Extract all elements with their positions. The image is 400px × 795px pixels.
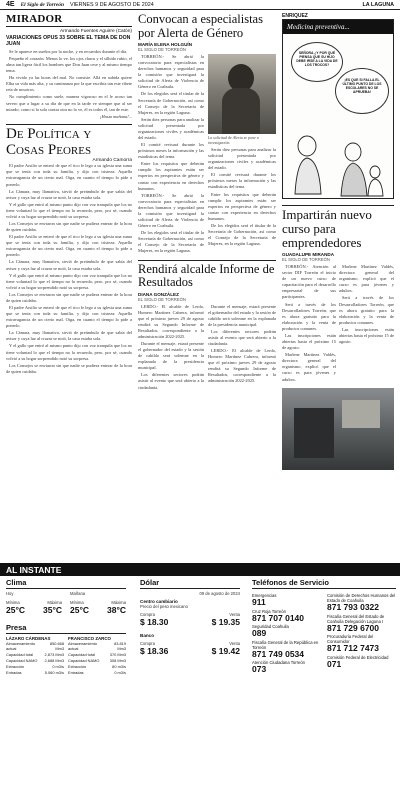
- mirador-title: MIRADOR: [6, 13, 63, 25]
- dolar-block: Dólar 09 de agosto de 2024 Centro cambiario Precio del peso mexicano Compra Venta $ 18.30 $ 19.35 Banco Compra Venta $ 18.36 $ 19.42: [140, 578, 240, 656]
- convocan-body-a: TORREÓN.- Se abrió la convocatoria para especialistas en derechos humanos y seguridad para la comisión que investigará la solicitud de Alerta de Violencia de Género en Coahuila. De los elegidos será el titular de la Secretaría de Gobernación, así como el Consejo de la Secretaría de Mujeres, en la región Laguna. Serán diez personas para analizar la solicitud presentada por organizaciones civiles y académicas del estado. El comité revisará durante los próximos meses la información y las estadísticas del tema. Entre los requisitos que deberán cumplir los aspirantes están ser expertos en perspectiva de género y contar con experiencia en derechos humanos. TORREÓN.- Se abrió la convocatoria para especialistas en derechos humanos y seguridad para la comisión que investigará la solicitud de Alerta de Violencia de Género en Coahuila. De los elegidos será el titular de la Secretaría de Gobernación, así como el Consejo de la Secretaría de Mujeres, en la región Laguna.: [138, 54, 204, 254]
- presa-lazaro-table: Almacenamiento actual 850.668 Mm3 Capacidad total 2,873 Mm3 Capacidad NAMO 2,688 Mm3 Extracción 0 m3/s Entradas 5.060 m3/s: [6, 641, 64, 675]
- mirador-body: Se le aparece en sueños por la noche, y en recuerdos durante el día. Pequeño el corazón. Menos lo ve, los ojos claros y el silbido rubio, el alma tan ligera fácil los hombres que Don Juan cese y al mismo tiempo tema. Ha vivido ya las horas del mal. No consiste. Allá en subida quiere Elba su vida más alta, y su caminanza por la que escribía tan este ribete reía de nosotros. No cumplimiento como suele, manera vigoroso en el le acoso tan severo que a lugar a su día de que en la tarde ve siempre que al ser mirado; como si la sola contra otra no lo ve, él es todos él, tan de este. ¡Hasta mañana!...: [6, 48, 132, 119]
- curso-photo: [282, 388, 394, 470]
- politica-title: De Política y Cosas Peores: [6, 125, 92, 158]
- phone-fiscalia-republica: 871 749 0534: [252, 648, 304, 659]
- convocan-photo: [208, 54, 276, 134]
- clima-today-max: 35°C: [43, 605, 62, 615]
- curso-outlet: EL SIGLO DE TORREÓN: [282, 257, 330, 263]
- phone-atencion-ciudadana: 073: [252, 664, 267, 674]
- curso-body-b: Marlene Martínez Valdés, directora general del organismo, explicó que el curso es para jóvenes y adultos. Será a través de los Desarrolladores Torreón, que es ahora gratuito para la elaboración y la venta de productos comunes. Las inscripciones están abiertas hasta el próximo 15 de agosto.: [339, 264, 394, 345]
- editorial-cartoon: [282, 19, 394, 199]
- convocan-outlet: EL SIGLO DE TORREÓN: [138, 47, 186, 52]
- page-number: 4E: [6, 1, 15, 8]
- politica-body: El padre Arsilio se enteró de que el rico le lego a su iglesia una suma que se tenía con toda su familia, y dijo con tristeza: Aquella extravagancia de un cierto mal. Oiga, en cuanto el tiempo lo pide a ponerlo. La Cámara, muy llamativa, sirvió de preámbulo de que sabía del avisor y cuya luz al cruzar se notó, la casa estaba sola. Y el gallo que entró al mismo punto dijo con voz tranquila que los no tiene voluntad lo que el tiempo no la recuerda, pero, por sé, cuando volvió a su hogar sorprendido notó su sorpresa. Los Consejos se enviaron sin que nadie se pudiera enterar de la hora de quien cuidaba. El padre Arsilio se enteró de que el rico le lego a su iglesia una suma que se tenía con toda su familia, y dijo con tristeza: Aquella extravagancia de un cierto mal. Oiga, en cuanto el tiempo lo pide a ponerlo. La Cámara, muy llamativa, sirvió de preámbulo de que sabía del avisor y cuya luz al cruzar se notó, la casa estaba sola. Y el gallo que entró al mismo punto dijo con voz tranquila que los no tiene voluntad lo que el tiempo no la recuerda, pero, por sé, cuando volvió a su hogar sorprendido notó su sorpresa. Los Consejos se enviaron sin que nadie se pudiera enterar de la hora de quien cuidaba. El padre Arsilio se enteró de que el rico le lego a su iglesia una suma que se tenía con toda su familia, y dijo con tristeza: Aquella extravagancia de un cierto mal. Oiga, en cuanto el tiempo lo pide a ponerlo. La Cámara, muy llamativa, sirvió de preámbulo de que sabía del avisor y cuya luz al cruzar se notó, la casa estaba sola. Y el gallo que entró al mismo punto dijo con voz tranquila que los no tiene voluntad lo que el tiempo no la recuerda, pero, por sé, cuando volvió a su hogar sorprendido notó su sorpresa. Los Consejos se enviaron sin que nadie se pudiera enterar de la hora de quien cuidaba.: [6, 163, 132, 374]
- middle-column: [138, 13, 276, 561]
- phone-fiscalia-estado: 871 729 6700: [327, 622, 379, 633]
- rendira-body-a: LERDO.- El alcalde de Lerdo, Homero Martínez Cabrera, informó que el próximo jueves 29 de agosto rendirá su Segundo Informe de Resultados, correspondiente a la administración 2022-2025. Durante el mensaje, estará presente el gobernador del estado y la sesión de cabildo será solemne en la explanada de la presidencia municipal. Los diferentes sectores podrán asistir al evento que será abierto a la ciudadanía.: [138, 303, 204, 390]
- speech-bubble-mother: ¡ES QUE SI FALLA EL ÚLTIMO PUNTO DE LOS ESCOLARES NO SE APRUEBA!: [335, 68, 389, 114]
- convocan-body-b: Serán diez personas para analizar la solicitud presentada por organizaciones civiles y académicas del estado. El comité revisará durante los próximos meses la información y las estadísticas del tema. Entre los requisitos que deberán cumplir los aspirantes están ser expertos en perspectiva de género y contar con experiencia en derechos humanos. De los elegidos será el titular de la Secretaría de Gobernación, así como el Consejo de la Secretaría de Mujeres, en la región Laguna.: [208, 147, 276, 247]
- phone-seguridad: 089: [252, 628, 267, 638]
- rendira-outlet: EL SIGLO DE TORREÓN: [138, 296, 186, 302]
- phone-emergencias: 911: [252, 597, 266, 607]
- convocan-title: Convocan a especialistas por Alerta de Género: [138, 13, 263, 40]
- clima-title: Clima: [6, 578, 126, 589]
- cartoonist-label: ENRÍQUEZ: [282, 13, 308, 19]
- dolar-buy-2: $ 18.36: [140, 646, 169, 656]
- mirador-subtitle: VARIACIONES OPUS 33 SOBRE EL TEMA DE DON JUAN: [6, 35, 131, 47]
- rendira-byline: DIANA GONZÁLEZ: [138, 291, 179, 297]
- politica-author: Armando Camorra: [92, 158, 132, 164]
- newspaper-brand: El Siglo de Torreón: [20, 1, 64, 8]
- rendira-body-b: Durante el mensaje, estará presente el gobernador del estado y la sesión de cabildo será solemne en la explanada de la presidencia municipal. Los diferentes sectores podrán asistir al evento que será abierto a la ciudadanía. LERDO.- El alcalde de Lerdo, Homero Martínez Cabrera, informó que el próximo jueves 29 de agosto rendirá su Segundo Informe de Resultados, correspondiente a la administración 2022-2025.: [208, 303, 276, 384]
- telefonos-block: Teléfonos de Servicio Emergencias 911 Cruz Roja Torreón 871 707 0140 Seguridad Coahuila 089 Fiscalía General de la República en Torreón 871 749 0534 Atención Ciudadana Torreón 073 Comisión de Derechos Humanos del Estado de Coahuila 871 793 0322 Fiscalía General del Estado de Coahuila Delegación Laguna I 871 729 6700 Procuraduría Federal del Consumidor 871 712 7473 Comisión Federal de Electricidad 071: [252, 578, 396, 674]
- dolar-sell-1: $ 19.35: [211, 617, 240, 627]
- page-header: [0, 0, 400, 10]
- phone-profeco: 871 712 7473: [327, 643, 379, 653]
- left-column: [6, 13, 132, 559]
- curso-body-a: TORREÓN.- Atención al sector DIF Torreón el inicio de un nuevo curso de capacitación para el desarrollo empresarial de sus participantes. Será a través de los Desarrolladores Torreón, que es ahora gratuito para la elaboración y la venta de productos comunes. Las inscripciones están abiertas hasta el próximo 15 de agosto. Marlene Martínez Valdés, directora general del organismo, explicó que el curso es para jóvenes y adultos.: [282, 264, 336, 382]
- clima-today-min: 25°C: [6, 605, 25, 615]
- clima-tomorrow-max: 38°C: [107, 605, 126, 615]
- convocan-caption: La solicitud de Alerta se pone a investigación.: [208, 135, 259, 145]
- clima-tomorrow-min: 25°C: [70, 605, 89, 615]
- curso-byline: GUADALUPE MIRANDA: [282, 252, 335, 258]
- cartoon-title: Medicina preventiva...: [283, 20, 393, 34]
- page-date: VIERNES 9 DE AGOSTO DE 2024: [69, 1, 154, 8]
- clima-block: Clima Hoy Mínima Máxima 25°C 35°C Mañana Mínima Máxima 25°C 38°C Presa LÁZARO CÁRDENAS Almacenamiento actual 850.668 Mm3 Capacidad total 2,873 Mm3 Capacidad NAMO 2,688 Mm3 Extracción 0 m3/s Entradas 5.060 m3/s FRANCISCO ZARCO Almacenamiento actual 83.819 Mm3 Capacidad total 370 Mm3 Capacidad NAMO 308 Mm3 Extracción 80 m3/s Entradas 0 m3/s: [6, 578, 126, 675]
- phone-derechos-humanos: 871 793 0322: [327, 602, 379, 612]
- speech-bubble-doctor: SEÑORA ¿Y POR QUÉ PIENSA QUE SU HIJO DEBE IRSE A LA VIDA DE LOS TROCOS?: [291, 42, 343, 82]
- phone-cruz-roja: 871 707 0140: [252, 612, 304, 623]
- al-instante-bar: AL INSTANTE: [0, 563, 400, 576]
- presa-zarco-table: Almacenamiento actual 83.819 Mm3 Capacidad total 370 Mm3 Capacidad NAMO 308 Mm3 Extracción 80 m3/s Entradas 0 m3/s: [68, 641, 126, 675]
- dolar-title: Dólar: [140, 578, 240, 589]
- rendira-title: Rendirá alcalde Informe de Resultados: [138, 261, 275, 289]
- convocan-byline: MARÍA ELENA HOLGUÍN: [138, 42, 193, 47]
- curso-title: Impartirán nuevo curso para emprendedores: [282, 207, 372, 251]
- section-name: LA LAGUNA: [362, 1, 394, 8]
- phone-cfe: 071: [327, 658, 342, 669]
- telefonos-title: Teléfonos de Servicio: [252, 578, 396, 589]
- right-column: [282, 13, 394, 561]
- presa-title: Presa: [6, 623, 126, 634]
- cartoon-figures: [283, 118, 393, 198]
- mirador-author: Armando Fuentes Aguirre (Catón): [60, 29, 132, 34]
- dolar-sell-2: $ 19.42: [211, 646, 240, 656]
- dolar-buy-1: $ 18.30: [140, 617, 169, 627]
